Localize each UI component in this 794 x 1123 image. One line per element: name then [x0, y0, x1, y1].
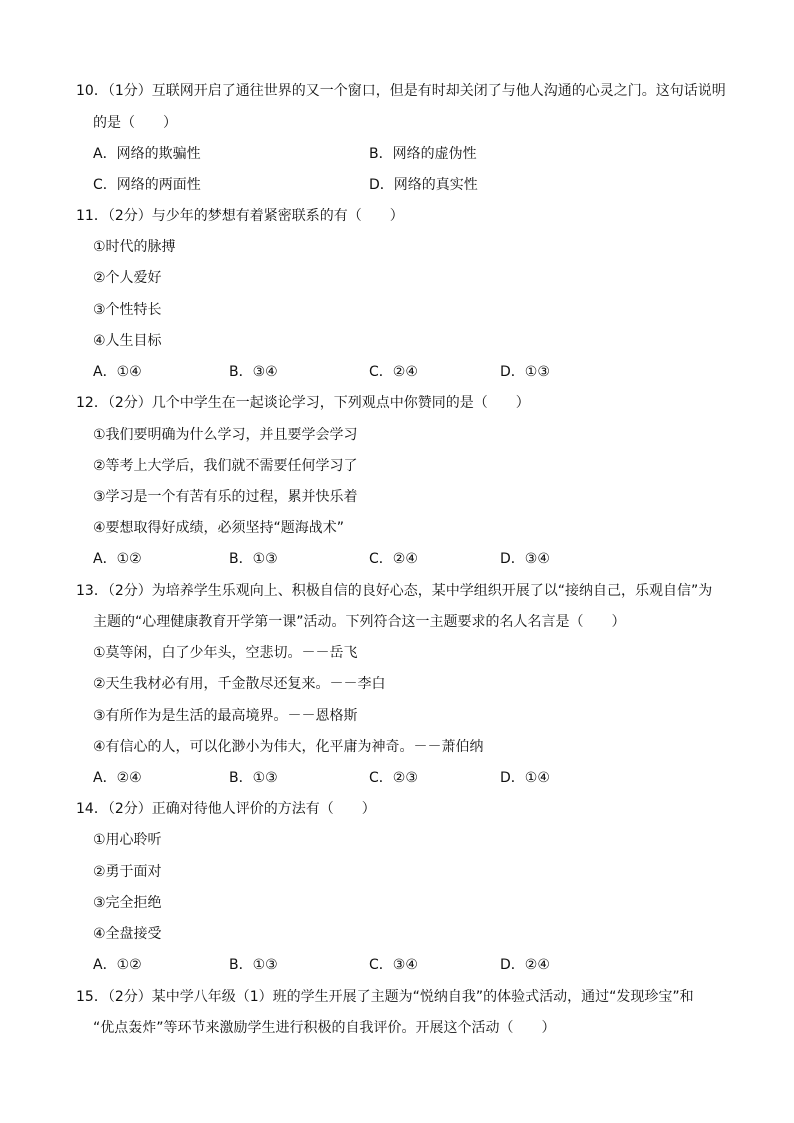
q14-option-a: A．①②: [93, 957, 142, 973]
q15-stem-line-1: 15．（2分）某中学八年级（1）班的学生开展了主题为“悦纳自我”的体验式活动，通过“发现珍宝”和: [76, 989, 694, 1005]
q12-item-1: ①我们要明确为什么学习，并且要学会学习: [93, 427, 358, 443]
q14-item-2: ②勇于面对: [93, 864, 162, 880]
q11-item-3: ③个性特长: [93, 302, 162, 318]
q12-option-c: C．②④: [369, 551, 418, 567]
q13-stem-line-1: 13．（2分）为培养学生乐观向上、积极自信的良好心态，某中学组织开展了以“接纳自己，乐观自信”为: [76, 583, 713, 599]
q12-option-a: A．①②: [93, 551, 142, 567]
q13-item-2: ②天生我材必有用，千金散尽还复来。－－李白: [93, 676, 386, 692]
q14-stem: 14．（2分）正确对待他人评价的方法有（ ）: [76, 801, 376, 817]
q10-stem-line-2: 的是（ ）: [93, 115, 177, 131]
q13-item-1: ①莫等闲，白了少年头，空悲切。－－岳飞: [93, 645, 358, 661]
q11-option-c: C．②④: [369, 364, 418, 380]
q10-option-b: B．网络的虚伪性: [369, 146, 477, 162]
q13-stem-line-2: 主题的“心理健康教育开学第一课”活动。下列符合这一主题要求的名人名言是（ ）: [93, 614, 626, 630]
q11-item-1: ①时代的脉搏: [93, 239, 176, 255]
q14-option-d: D．②④: [500, 957, 550, 973]
q14-option-b: B．①③: [229, 957, 278, 973]
q11-item-4: ④人生目标: [93, 333, 162, 349]
q14-item-4: ④全盘接受: [93, 926, 162, 942]
q11-item-2: ②个人爱好: [93, 270, 162, 286]
q12-option-d: D．③④: [500, 551, 550, 567]
q10-option-d: D．网络的真实性: [369, 177, 478, 193]
q11-option-a: A．①④: [93, 364, 142, 380]
q14-item-3: ③完全拒绝: [93, 895, 162, 911]
q11-option-b: B．③④: [229, 364, 278, 380]
q10-option-c: C．网络的两面性: [93, 177, 201, 193]
q12-stem: 12．（2分）几个中学生在一起谈论学习，下列观点中你赞同的是（ ）: [76, 395, 530, 411]
q12-option-b: B．①③: [229, 551, 278, 567]
q14-item-1: ①用心聆听: [93, 832, 162, 848]
q12-item-3: ③学习是一个有苦有乐的过程，累并快乐着: [93, 489, 358, 505]
q14-option-c: C．③④: [369, 957, 418, 973]
q13-item-4: ④有信心的人，可以化渺小为伟大，化平庸为神奇。－－萧伯纳: [93, 739, 484, 755]
q12-item-4: ④要想取得好成绩，必须坚持“题海战术”: [93, 520, 345, 536]
q10-option-a: A．网络的欺骗性: [93, 146, 201, 162]
q15-stem-line-2: “优点轰炸”等环节来激励学生进行积极的自我评价。开展这个活动（ ）: [93, 1020, 556, 1036]
q13-option-b: B．①③: [229, 770, 278, 786]
q11-stem: 11．（2分）与少年的梦想有着紧密联系的有（ ）: [76, 208, 404, 224]
q13-item-3: ③有所作为是生活的最高境界。－－恩格斯: [93, 708, 358, 724]
q11-option-d: D．①③: [500, 364, 550, 380]
q12-item-2: ②等考上大学后，我们就不需要任何学习了: [93, 458, 358, 474]
q13-option-a: A．②④: [93, 770, 142, 786]
q10-stem-line-1: 10．（1分）互联网开启了通往世界的又一个窗口，但是有时却关闭了与他人沟通的心灵之门。这句话说明: [76, 83, 726, 99]
q13-option-c: C．②③: [369, 770, 418, 786]
q13-option-d: D．①④: [500, 770, 550, 786]
